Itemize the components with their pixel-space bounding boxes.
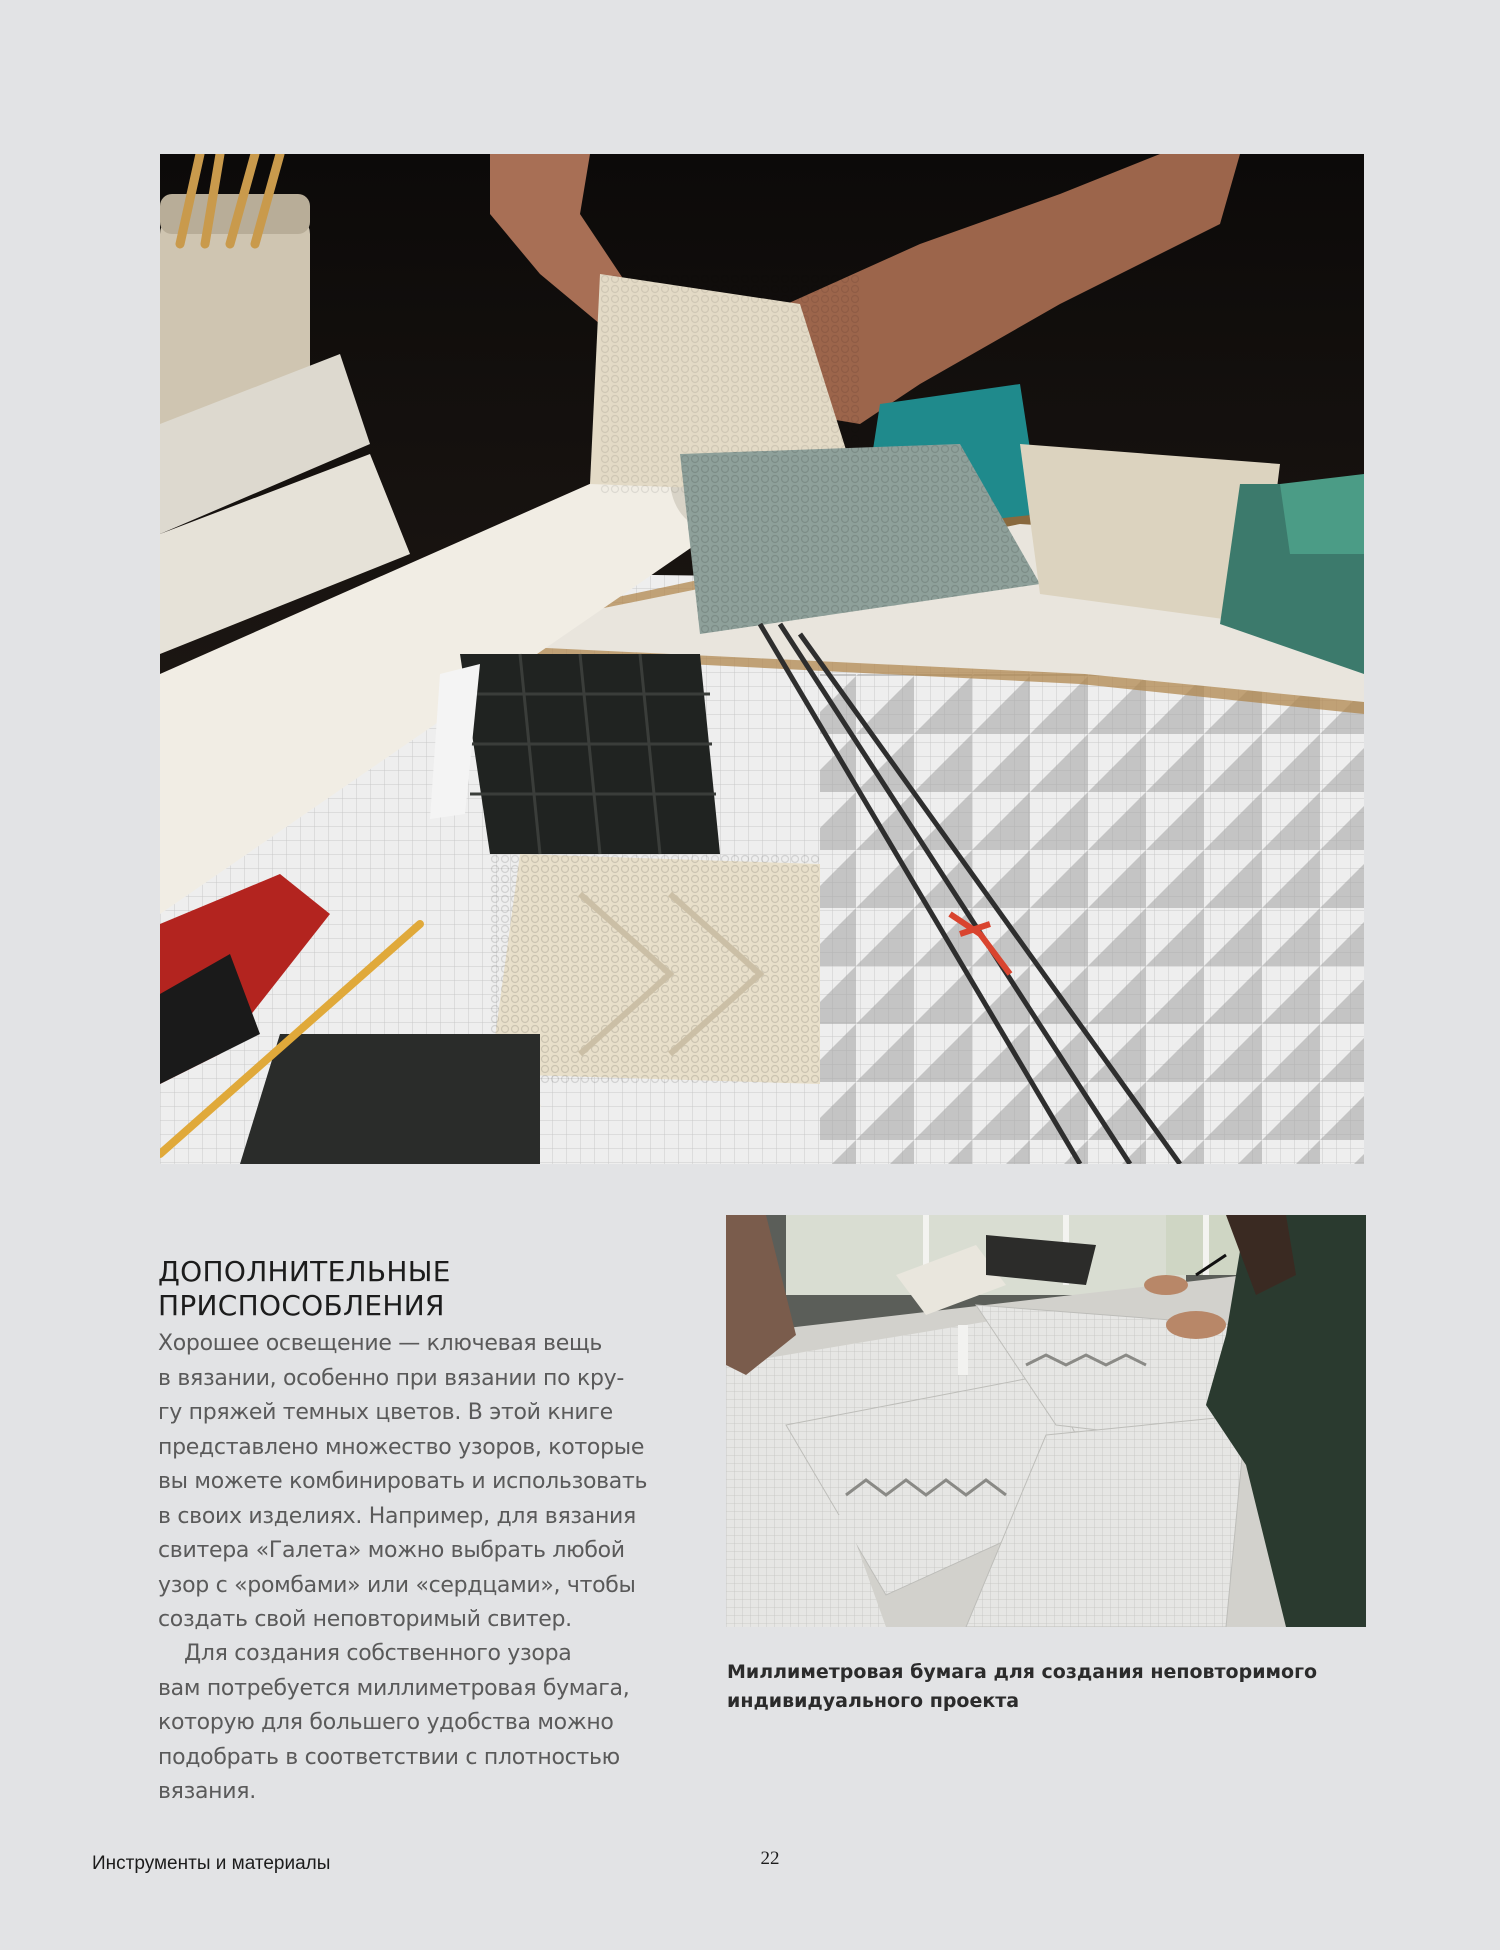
text-line: представлено множество узоров, которые xyxy=(158,1434,645,1460)
page-number: 22 xyxy=(760,1848,780,1869)
text-line: Для создания собственного узора xyxy=(184,1641,572,1666)
text-line: узор с «ромбами» или «сердцами», чтобы xyxy=(158,1572,636,1598)
photo-caption xyxy=(727,1658,1367,1716)
text-line: которую для большего удобства можно xyxy=(158,1710,614,1735)
graph-paper-desk-illustration xyxy=(726,1215,1366,1627)
text-line: вязания. xyxy=(158,1779,256,1804)
caption-line: индивидуального проекта xyxy=(727,1690,1020,1712)
body-paragraph-1 xyxy=(158,1327,683,1638)
section-heading-line: ПРИСПОСОБЛЕНИЯ xyxy=(158,1289,445,1322)
knitting-swatches-photo xyxy=(160,154,1364,1164)
text-line: Хорошее освещение — ключевая вещь xyxy=(158,1331,603,1356)
section-heading xyxy=(158,1255,678,1323)
section-heading-line: ДОПОЛНИТЕЛЬНЫЕ xyxy=(158,1255,451,1288)
text-line: в вязании, особенно при вязании по кру- xyxy=(158,1365,624,1391)
footer-section-title: Инструменты и материалы xyxy=(92,1853,331,1874)
caption-line: Миллиметровая бумага для создания неповторимого xyxy=(727,1661,1318,1683)
text-line: в своих изделиях. Например, для вязания xyxy=(158,1503,636,1529)
text-line: свитера «Галета» можно выбрать любой xyxy=(158,1538,625,1563)
text-line: вы можете комбинировать и использовать xyxy=(158,1469,648,1494)
text-line: вам потребуется миллиметровая бумага, xyxy=(158,1675,630,1701)
body-paragraph-2 xyxy=(158,1637,683,1810)
text-line: гу пряжей темных цветов. В этой книге xyxy=(158,1400,613,1425)
graph-paper-desk-photo xyxy=(726,1215,1366,1627)
text-line: подобрать в соответствии с плотностью xyxy=(158,1744,620,1770)
knitting-swatches-illustration xyxy=(160,154,1364,1164)
text-line: создать свой неповторимый свитер. xyxy=(158,1607,572,1632)
